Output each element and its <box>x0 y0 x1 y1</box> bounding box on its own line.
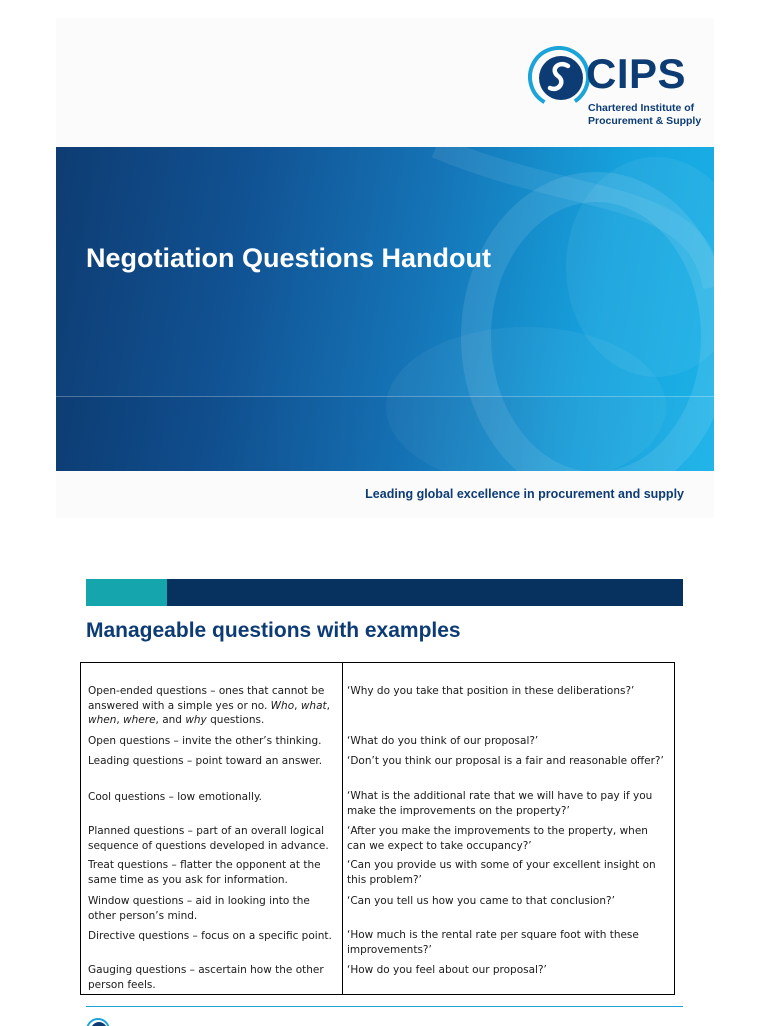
footer-divider <box>86 1006 683 1007</box>
question-example-cell: ‘Can you tell us how you came to that conclusion?’ <box>347 895 615 907</box>
question-type-cell: Gauging questions – ascertain how the other person feels. <box>88 964 324 991</box>
question-example-cell: ‘Can you provide us with some of your excellent insight on this problem?’ <box>347 859 656 886</box>
cips-logo <box>528 46 702 130</box>
question-example-cell: ‘Why do you take that position in these deliberations?’ <box>347 685 635 697</box>
question-example-cell: ‘What do you think of our proposal?’ <box>347 735 539 747</box>
question-example-cell: ‘After you make the improvements to the property, when can we expect to take occupancy?’ <box>347 825 648 852</box>
footer-logo-icon <box>86 1016 116 1026</box>
question-type-cell: Open-ended questions – ones that cannot be answered with a simple yes or no. Who, what, when, where, and why questions. <box>88 685 330 726</box>
logo-wordmark: CIPS <box>586 50 687 97</box>
title-banner <box>56 147 714 471</box>
question-example-cell: ‘Don’t you think our proposal is a fair and reasonable offer?’ <box>347 755 664 767</box>
question-example-cell: ‘How much is the rental rate per square foot with these improvements?’ <box>347 929 639 956</box>
section-accent-bar-navy <box>167 579 683 606</box>
question-type-cell: Treat questions – flatter the opponent at the same time as you ask for information. <box>88 859 321 886</box>
banner-lower-band <box>56 396 714 471</box>
section-accent-bar-teal <box>86 579 167 606</box>
document-title: Negotiation Questions Handout <box>86 243 491 273</box>
tagline: Leading global excellence in procurement and supply <box>365 487 684 501</box>
question-type-cell: Planned questions – part of an overall logical sequence of questions developed in advance. <box>88 825 329 852</box>
question-type-cell: Leading questions – point toward an answer. <box>88 755 323 767</box>
logo-subtitle-line1: Chartered Institute of <box>588 102 695 114</box>
question-example-cell: ‘What is the additional rate that we will have to pay if you make the improvements on the property?’ <box>347 790 653 817</box>
cips-logo-mark-icon <box>528 46 590 108</box>
question-type-cell: Window questions – aid in looking into the other person’s mind. <box>88 895 310 922</box>
questions-table <box>80 662 675 995</box>
question-type-cell: Cool questions – low emotionally. <box>88 791 263 803</box>
question-type-cell: Open questions – invite the other’s thinking. <box>88 735 322 747</box>
logo-subtitle-line2: Procurement & Supply <box>588 115 702 127</box>
question-type-cell: Directive questions – focus on a specific point. <box>88 930 332 942</box>
table-column-divider <box>342 663 343 994</box>
question-example-cell: ‘How do you feel about our proposal?’ <box>347 964 547 976</box>
section-heading: Manageable questions with examples <box>86 619 461 642</box>
